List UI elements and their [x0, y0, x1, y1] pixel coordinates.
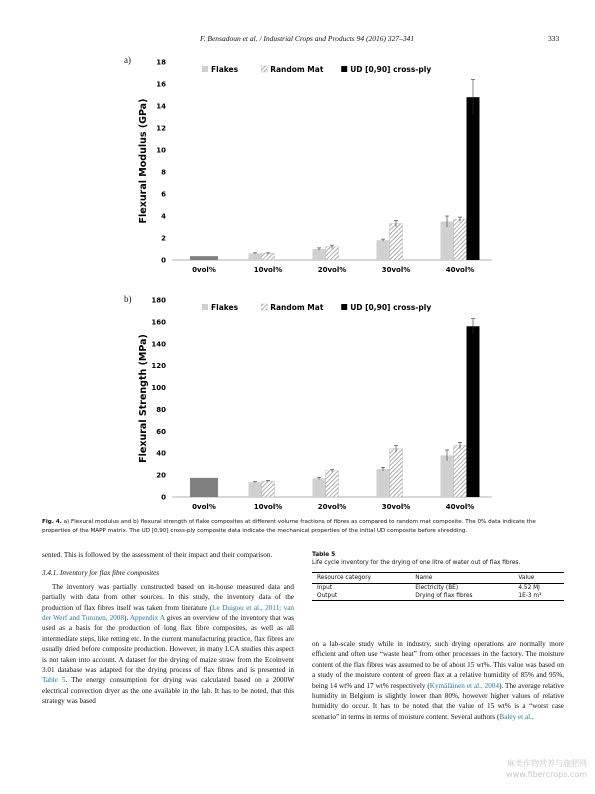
table-col-header: Name	[410, 573, 513, 584]
legend-label: Flakes	[211, 303, 239, 312]
bar-ud-0-90-cross-ply	[467, 97, 480, 260]
watermark-line: 麻类作物营养与施肥网	[507, 759, 587, 768]
legend-swatch	[261, 66, 267, 72]
x-tick-label: 20vol%	[317, 266, 347, 274]
table-row	[312, 584, 564, 593]
legend-label: UD [0,90] cross-ply	[350, 65, 432, 74]
figure-caption-text: a) Flexural modulus and b) flexural strength of flake composites at different volume fractions of fibres as compared to random mat composite. The 0% data indicate the properties of the MAPP matrix. The UD [0,90] cross-ply composite data indicate the mechanical properties of the initial UD composite before shredding.	[42, 519, 536, 534]
y-tick-label: 160	[151, 318, 166, 327]
x-tick-label: 30vol%	[381, 503, 411, 511]
y-tick-label: 16	[156, 80, 166, 89]
y-tick-label: 20	[156, 471, 166, 480]
y-tick-label: 0	[161, 493, 166, 502]
y-tick-label: 4	[161, 212, 166, 221]
x-tick-label: 10vol%	[253, 503, 283, 511]
flexural-strength-chart	[0, 240, 595, 530]
table-cell: Drying of flax fibres	[410, 592, 513, 601]
figure-caption	[42, 518, 562, 535]
y-tick-label: 12	[156, 124, 166, 133]
y-tick-label: 60	[156, 427, 166, 436]
legend-label: Random Mat	[270, 65, 324, 74]
bar-ud-0-90-cross-ply	[467, 326, 480, 497]
table-title: Life cycle inventory for the drying of one litre of water out of flax fibres.	[312, 560, 521, 566]
appendix-link[interactable]: Appendix A	[129, 614, 165, 623]
left-column	[42, 550, 294, 707]
panel-label-b: b)	[124, 294, 132, 304]
section-title: 3.4.1. Inventory for flax fibre composites	[42, 569, 160, 578]
y-tick-label: 10	[156, 146, 166, 155]
intro-paragraph: sented. This is followed by the assessment of their impact and their comparison.	[42, 551, 273, 559]
citation-link[interactable]: Kymäläinen et al., 2004	[429, 681, 500, 690]
bar-flakes	[249, 482, 262, 497]
citation-link[interactable]: Le Duigou et al., 2011; van der Werf and Turunen, 2008	[42, 603, 295, 623]
table-col-header: Resource category	[312, 573, 410, 584]
table-cell: Output	[312, 592, 410, 601]
legend-swatch	[261, 304, 267, 310]
table-link[interactable]: Table 5	[42, 676, 66, 685]
table-cell: 1E-3 m³	[513, 592, 564, 601]
table-label: Table 5	[312, 552, 336, 558]
moisture-paragraph: on a lab-scale study while in industry, such drying operations are normally more efficient and often use “waste heat” from other processes in the factory. The moisture content of the flax fibres was assumed to be of about 15 wt%. This value was based on a study of the moisture content of green flax at a relative humidity of 85% and 95%, being 14 wt% and 17 wt% respectively (Kymäläinen et al., 2004). The average relative humidity in Belgium is slightly lower than 80%, however higher values of relative humidity do occur. It has to be noted that the value of 15 wt% is a “worst case scenario” in terms in terms of moisture content. Several authors (Baley et al.,	[312, 640, 565, 721]
bar-random-mat	[454, 446, 467, 497]
y-tick-label: 120	[151, 362, 166, 371]
x-tick-label: 0vol%	[192, 503, 216, 511]
legend-label: Flakes	[211, 65, 239, 74]
table-cell: 4.52 MJ	[518, 585, 540, 591]
y-tick-label: 18	[156, 58, 166, 67]
table-col-header: Value	[513, 573, 564, 584]
x-tick-label: 10vol%	[253, 266, 283, 274]
x-tick-label: 20vol%	[317, 503, 347, 511]
running-header: F. Bensadoun et al. / Industrial Crops and Products 94 (2016) 327–341	[200, 34, 415, 43]
y-tick-label: 14	[156, 102, 166, 111]
bar-flakes	[313, 478, 326, 497]
table-cell: Electricity (BE)	[415, 585, 459, 591]
legend-label: Random Mat	[270, 303, 324, 312]
watermark-line: www.fibercrops.com	[506, 770, 587, 779]
legend-swatch	[341, 304, 347, 310]
legend-label: UD [0,90] cross-ply	[350, 303, 432, 312]
legend-swatch	[202, 304, 208, 310]
x-tick-label: 40vol%	[445, 503, 475, 511]
table-header	[312, 551, 564, 567]
watermark	[506, 758, 587, 780]
bar-flakes	[441, 455, 454, 497]
y-tick-label: 2	[161, 234, 166, 243]
y-axis-label: Flexural Modulus (GPa)	[138, 98, 149, 224]
y-tick-label: 140	[151, 340, 166, 349]
bar-random-mat	[326, 471, 339, 497]
inventory-paragraph: The inventory was partially constructed based on in-house measured data and partially with data from other sources. In this study, the inventory data of the production of flax fibres itself was taken from literature (Le Duigou et al., 2011; van der Werf and Turunen, 2008). Appendix A gives an overview of the inventory that was used as a basis for the production of long flax fibre composites, as well as all intermediate steps, like retting etc. In the current manufacturing practice, flax fibres are usually dried before composite production. However, in many LCA studies this aspect is not taken into account. A dataset for the drying of maize straw from the Ecoinvent 3.01 database was adapted for the drying process of flax fibres and is presented in Table 5. The energy consumption for drying was calculated based on a 2000W electrical convection dryer as the one available in the lab. It has to be noted, that this strategy was based	[42, 582, 295, 706]
x-tick-label: 30vol%	[381, 266, 411, 274]
y-axis-label: Flexural Strength (MPa)	[138, 334, 149, 463]
citation-link[interactable]: Baley et al.,	[499, 712, 534, 721]
legend-swatch	[341, 66, 347, 72]
bar-random-mat	[390, 449, 403, 497]
bar-flakes	[377, 469, 390, 497]
y-tick-label: 100	[151, 384, 166, 393]
y-tick-label: 0	[161, 256, 166, 265]
table-row	[312, 592, 564, 601]
x-tick-label: 0vol%	[192, 266, 216, 274]
figure-caption-label: Fig. 4.	[42, 519, 62, 525]
y-tick-label: 6	[161, 190, 166, 199]
panel-label-a: a)	[124, 55, 131, 65]
y-tick-label: 8	[161, 168, 166, 177]
bar-matrix-reference	[190, 478, 218, 497]
table-cell: Input	[317, 585, 333, 591]
legend-swatch	[202, 66, 208, 72]
right-column	[312, 639, 564, 722]
y-tick-label: 40	[156, 449, 166, 458]
inventory-table	[312, 572, 564, 601]
bar-random-mat	[262, 481, 275, 497]
y-tick-label: 80	[156, 405, 166, 414]
x-tick-label: 40vol%	[445, 266, 475, 274]
page-number: 333	[548, 34, 560, 43]
y-tick-label: 180	[151, 296, 166, 305]
